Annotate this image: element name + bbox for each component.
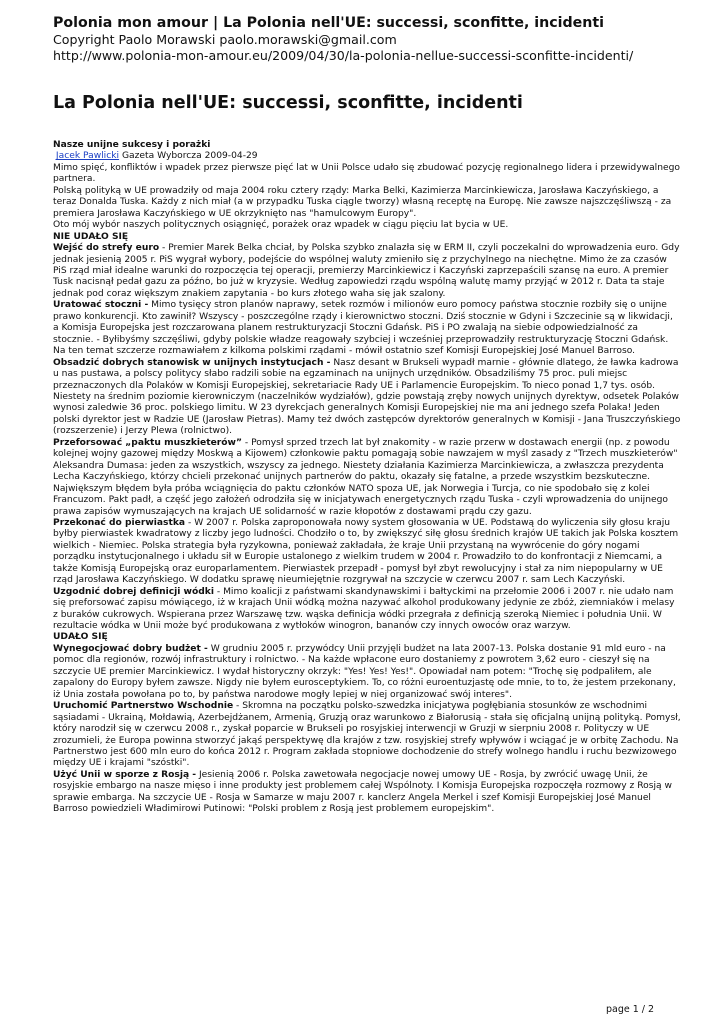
item-heading: Wynegocjować dobry budżet - — [53, 643, 208, 654]
source-text: Gazeta Wyborcza 2009-04-29 — [119, 151, 258, 162]
item-text: - Skromna na początku polsko-szwedzka inicjatywa pogłębiania stosunków ze wschodnimi sąsiadami - Ukrainą, Mołdawią, Azerbejdżanem, Armenią, Gruzją oraz warunkowo z Białorusią - stała się oficjalną unijną polityką. Pomysł, który narodził się w czerwcu 2008 r., zyskał poparcie w Brukseli po rosyjskiej interwencji w Gruzji w sierpniu 2008 r. Polityczy w UE zrozumieli, że Europa powinna stworzyć jakąś perspektywę dla krajów z tzw. rosyjskiej strefy wpływów i wciągać je w orbitę Zachodu. Na Partnerstwo jest 600 mln euro do końca 2012 r. Program zakłada stopniowe dochodzenie do strefy wolnego handlu i ruchu bezwizowego między UE i krajami "szóstki". — [53, 701, 681, 769]
intro-paragraph: Oto mój wybór naszych politycznych osiągnięć, porażek oraz wpadek w ciągu pięciu lat bycia w UE. — [53, 220, 509, 231]
author-link[interactable]: Jacek Pawlicki — [55, 151, 120, 162]
item-heading: Uzgodnić dobrej definicji wódki — [53, 586, 214, 597]
list-item — [53, 770, 681, 816]
article-body — [53, 140, 681, 816]
list-item — [53, 518, 681, 587]
document-header — [53, 14, 713, 64]
item-text: - Pomysł sprzed trzech lat był znakomity - w razie przerw w dostawach energii (np. z powodu kolejnej wojny gazowej między Moskwą a Kijowem) członkowie paktu pomagają sobie nawzajem w myśl zasady z "Trzech muszkieterów" Aleksandra Dumasa: jeden za wszystkich, wszyscy za jednego. Niestety działania Kazimierza Marcinkiewicza, a zwłaszcza prezydenta Lecha Kaczyńskiego, którzy chcieli przekonać unijnych partnerów do paktu, okazały się fatalne, a przede wszystkim bezskuteczne. Największym błędem była próba wciągnięcia do paktu członków NATO spoza UE, jak Norwegia i Turcja, co nie spodobało się z kolei Francuzom. Pakt padł, a część jego założeń odrodziła się w inicjatywach energetycznych rządu Tuska - czyli wprowadzenia do unijnego prawa zapisów wymuszających na krajach UE solidarność w razie kłopotów z dostawami prądu czy gazu. — [53, 437, 678, 517]
item-text: Nasz desant w Brukseli wypadł marnie - głównie dlatego, że ławka kadrowa u nas pustawa, a polscy politycy słabo radzili sobie na egzaminach na unijnych urzędników. Obsadziliśmy 75 proc. puli miejsc przeznaczonych dla Polaków w Komisji Europejskiej, sekretariacie Rady UE i Parlamencie Europejskim. To nieco ponad 1,7 tys. osób. Niestety na średnim poziomie kierowniczym (naczelników wydziałów), gdzie powstają zręby nowych unijnych dyrektyw, odsetek Polaków wynosi zaledwie 36 proc. polskiego limitu. W 23 dyrekcjach generalnych Komisji Europejskiej nie ma ani jednego szefa Polaka! Jeden polski dyrektor jest w Radzie UE (Jarosław Pietras). Mamy też dwóch zastępców dyrektorów generalnych w Komisji - Jana Truszczyńskiego (rozszerzenie) i Jerzy Plewa (rolnictwo). — [53, 357, 681, 437]
item-heading: Uratować stoczni - — [53, 300, 149, 311]
article-title: La Polonia nell'UE: successi, sconfitte, incidenti — [53, 93, 523, 113]
list-item — [53, 701, 681, 770]
header-title: Polonia mon amour | La Polonia nell'UE: successi, sconfitte, incidenti — [53, 15, 605, 31]
list-item — [53, 300, 681, 357]
item-heading: Przekonać do pierwiastka — [53, 517, 186, 528]
article-subtitle: Nasze unijne sukcesy i porażki — [53, 140, 211, 150]
item-text: Mimo tysięcy stron planów naprawy, setek rozmów i milionów euro pomocy państwa stocznie rozbiły się o unijne prawo konkurencji. Kto zawinił? Wszyscy - poszczególne rządy i kierownictwo stoczni. Dziś stocznie w Gdyni i Szczecinie są w likwidacji, a Komisja Europejska jest rozczarowana planem restrukturyzacji Stoczni Gdańsk. PiS i PO zwalają na siebie odpowiedzialność za stocznie. - Byłibyśmy szczęśliwi, gdyby polskie władze reagowały szybciej i wcześniej przeprowadziły restrukturyzację Stoczni Gdańsk. Na ten temat szczerze rozmawiałem z kilkoma polskimi rządami - mówił ostatnio szef Komisji Europejskiej José Manuel Barroso. — [53, 300, 673, 357]
header-copyright: Copyright Paolo Morawski paolo.morawski@gmail.com — [53, 32, 397, 47]
page-number: page 1 / 2 — [606, 1004, 655, 1015]
item-text: W grudniu 2005 r. przywódcy Unii przyjęli budżet na lata 2007-13. Polska dostanie 91 mld euro - na pomoc dla regionów, rozwój infrastruktury i rolnictwo. - Na każde wpłacone euro dostaniemy z powrotem 3,62 euro - cieszył się na szczycie UE premier Marcinkiewicz. I wydał historyczny okrzyk: "Yes! Yes! Yes!". Opowiadał nam potem: "Trochę się podpaliłem, ale zapalony do Europy byłem zawsze. Nigdy nie byłem eurosceptykiem. To, co różni euroentuzjastę ode mnie, to to, że jestem przekonany, iż Unia została powołana po to, by państwa narodowe mogły lepiej w niej organizować swój interes". — [53, 643, 676, 700]
intro-paragraph: Polską polityką w UE prowadziły od maja 2004 roku cztery rządy: Marka Belki, Kazimierza Marcinkiewicza, Jarosława Kaczyńskiego, a teraz Donalda Tuska. Każdy z nich miał (a w przypadku Tuska ciągle tworzy) własną receptę na Europę. Nie zawsze najszczęśliwszą - za premiera Jarosława Kaczyńskiego w UE okrzyknięto nas "hamulcowym Europy". — [53, 185, 672, 219]
item-text: - Mimo koalicji z państwami skandynawskimi i bałtyckimi na przełomie 2006 i 2007 r. nie udało nam się preforsować zapisu mówiącego, iż w krajach Unii wódką można nazywać alkohol produkowany jedynie ze zbóż, ziemniaków i melasy z buraków cukrowych. Wspierana przez Warszawę tzw. wąska definicja wódki przegrała z definicją szeroką Niemiec i południa Unii. W rezultacie wódka w Unii może być produkowana z wytłoków winogron, bananów czy innych owoców oraz warzyw. — [53, 586, 675, 632]
list-item — [53, 438, 681, 518]
list-item — [53, 358, 681, 438]
header-url: http://www.polonia-mon-amour.eu/2009/04/30/la-polonia-nellue-successi-sconfitte-incidenti/ — [53, 48, 634, 63]
intro-paragraph: Mimo spięć, konfliktów i wpadek przez pierwsze pięć lat w Unii Polsce udało się zbudować pozycję regionalnego lidera i przewidywalnego partnera. — [53, 162, 680, 185]
section-heading-successes: UDAŁO SIĘ — [53, 632, 108, 643]
list-item — [53, 587, 681, 633]
item-heading: Przeforsować „paktu muszkieterów” — [53, 437, 242, 448]
list-item — [53, 243, 681, 300]
byline — [53, 151, 681, 162]
section-heading-failures: NIE UDAŁO SIĘ — [53, 231, 129, 242]
item-heading: Użyć Unii w sporze z Rosją - — [53, 769, 197, 780]
item-text: - W 2007 r. Polska zaproponowała nowy system głosowania w UE. Podstawą do wyliczenia siły głosu kraju byłby pierwiastek kwadratowy z liczby jego ludności. Chodziło o to, by zwiększyć siłę głosu średnich krajów UE takich jak Polska kosztem wielkich - Niemiec. Polska strategia była ryzykowna, ponieważ zakładała, że kraje Unii przystaną na wywrócenie do góry nogami porządku instytucjonalnego i układu sił w Europie ustalonego z wielkim trudem w 2004 r. Prowadziło to do konfrontacji z Niemcami, a także Komisją Europejską oraz europarlamentem. Pierwiastek przepadł - pomysł był zbyt rewolucyjny i stał za nim niepopularny w UE rząd Jarosława Kaczyńskiego. W dodatku sprawę nieumiejętnie rozgrywał na szczycie w czerwcu 2007 r. sam Lech Kaczyński. — [53, 517, 679, 586]
item-heading: Obsadzić dobrych stanowisk w unijnych instytucjach - — [53, 357, 331, 368]
item-heading: Uruchomić Partnerstwo Wschodnie — [53, 701, 234, 712]
list-item — [53, 644, 681, 701]
item-heading: Wejść do strefy euro — [53, 243, 160, 254]
item-text: - Premier Marek Belka chciał, by Polska szybko znalazła się w ERM II, czyli poczekalni do wprowadzenia euro. Gdy jednak jesienią 2005 r. PiS wygrał wybory, podejście do wspólnej waluty zmieniło się z przychylnego na niechętne. Mimo że za czasów PiS rząd miał idealne warunki do rozpoczęcia tej operacji, premierzy Marcinkiewicz i Kaczyński zaprzepaścili szansę na euro. A premier Tusk nacisnął pedał gazu za późno, bo już w kryzysie. Według zapowiedzi rządu wspólną walutę mamy przyjąć w 2012 r. Data ta staje jednak pod coraz większym znakiem zapytania - bo kurs złotego waha się jak szalony. — [53, 243, 680, 299]
item-text: Jesienią 2006 r. Polska zawetowała negocjacje nowej umowy UE - Rosja, by zwrócić uwagę Unii, że rosyjskie embargo na nasze mięso i inne produkty jest problemem całej Wspólnoty. I Komisja Europejska rozpoczęła rozmowy z Rosją w sprawie embarga. Na szczycie UE - Rosja w Samarze w maju 2007 r. kanclerz Angela Merkel i szef Komisji Europejskiej José Manuel Barroso powiedzieli Władimirowi Putinowi: "Polski problem z Rosją jest problemem europejskim". — [53, 769, 673, 815]
